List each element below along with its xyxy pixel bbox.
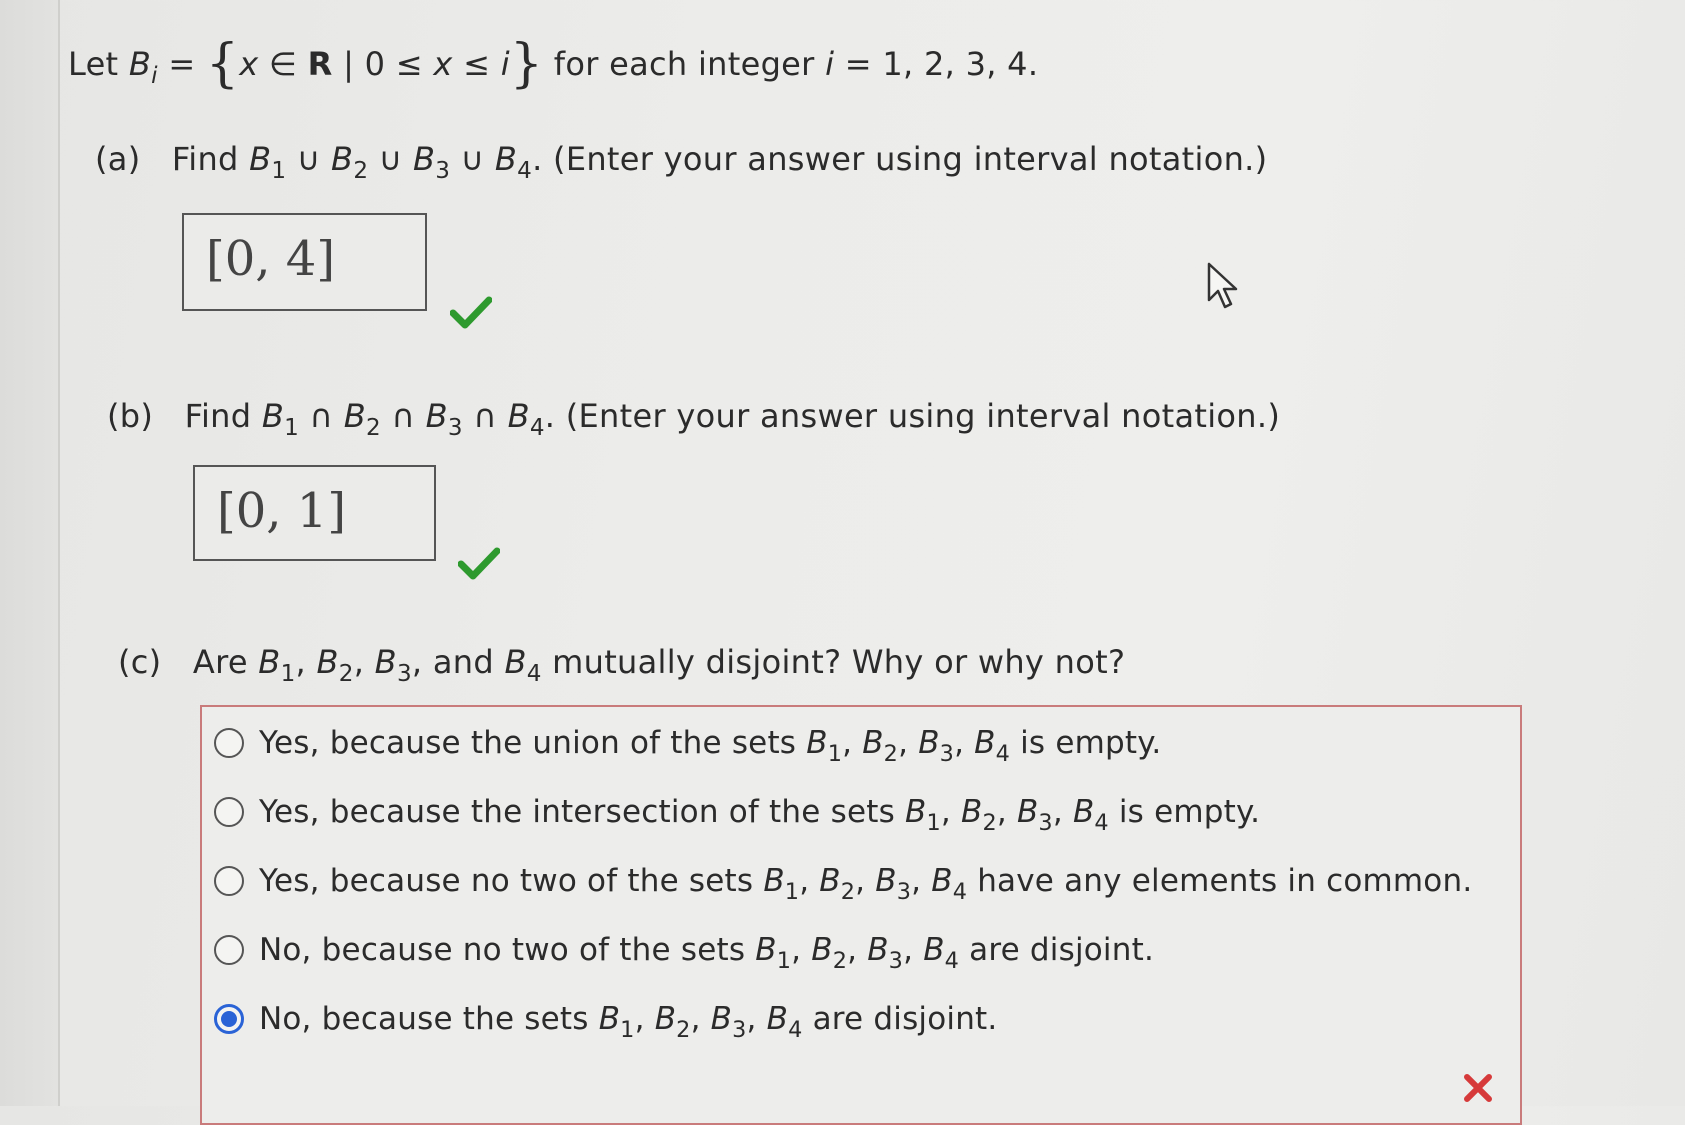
part-b-answer-field[interactable] <box>193 465 436 561</box>
radio-button[interactable] <box>214 935 244 965</box>
set-b: B <box>504 643 527 681</box>
sub-3: 3 <box>435 158 451 185</box>
set-b: B <box>412 140 436 178</box>
check-icon <box>458 547 500 581</box>
reals-symbol: R <box>307 45 333 83</box>
comma: , <box>690 1001 711 1037</box>
comma: , <box>295 643 317 681</box>
sub-2: 2 <box>353 158 369 185</box>
part-b-letter: (b) <box>107 397 154 435</box>
comma: , <box>842 725 863 761</box>
set-b: B <box>875 863 897 899</box>
statement-prefix: Let <box>68 45 129 83</box>
set-b: B <box>261 397 285 435</box>
set-b: B <box>960 794 983 830</box>
option-text: are disjoint. <box>959 932 1154 968</box>
option-text: is empty. <box>1010 725 1162 761</box>
intersection-op: ∩ <box>462 397 508 435</box>
set-b: B <box>374 643 397 681</box>
sub-1: 1 <box>284 415 300 442</box>
option-text: is empty. <box>1108 794 1261 830</box>
sub-2: 2 <box>366 415 381 442</box>
option-1[interactable] <box>214 723 1162 767</box>
sub-2: 2 <box>676 1016 691 1043</box>
sub-2: 2 <box>832 947 848 974</box>
option-2[interactable] <box>214 792 1261 836</box>
var-x-2: x <box>433 45 453 83</box>
comma: , <box>940 794 961 830</box>
set-b: B <box>918 725 940 761</box>
part-a-answer-field[interactable] <box>182 213 427 311</box>
condition-text: | 0 ≤ <box>332 45 434 83</box>
sub-4: 4 <box>1094 809 1109 836</box>
set-b: B <box>931 863 953 899</box>
option-text: Yes, because the union of the sets <box>259 725 807 761</box>
option-5[interactable] <box>214 999 998 1043</box>
page-left-margin <box>0 0 60 1106</box>
comma: , <box>855 863 876 899</box>
union-op: ∪ <box>286 140 332 178</box>
set-b: B <box>316 643 339 681</box>
radio-button-selected[interactable] <box>214 1004 244 1034</box>
comma: , <box>799 863 820 899</box>
sub-3: 3 <box>1038 809 1053 836</box>
sub-4: 4 <box>526 661 542 688</box>
part-a-answer-value: [0, 4] <box>206 231 336 287</box>
sub-4: 4 <box>788 1016 803 1043</box>
check-icon <box>450 296 492 330</box>
sub-3: 3 <box>447 415 463 442</box>
sub-2: 2 <box>982 809 997 836</box>
comma: , <box>634 1001 655 1037</box>
radio-button[interactable] <box>214 728 244 758</box>
var-i: i <box>500 45 510 83</box>
set-b: B <box>811 932 833 968</box>
set-b: B <box>654 1001 677 1037</box>
option-text: No, because no two of the sets <box>259 932 756 968</box>
find-label: Find <box>171 140 250 178</box>
option-label <box>259 863 1473 905</box>
set-b: B <box>862 725 884 761</box>
set-b: B <box>598 1001 621 1037</box>
radio-button[interactable] <box>214 866 244 896</box>
var-x: x <box>239 45 259 83</box>
radio-button[interactable] <box>214 797 244 827</box>
option-label <box>259 1001 998 1043</box>
comma: , <box>847 932 868 968</box>
set-b: B <box>258 643 281 681</box>
part-b-answer-value: [0, 1] <box>217 483 347 539</box>
set-b: B <box>710 1001 733 1037</box>
close-brace: } <box>509 34 544 94</box>
sub-4: 4 <box>995 740 1011 767</box>
set-b: B <box>1072 794 1095 830</box>
sub-1: 1 <box>620 1016 635 1043</box>
problem-statement <box>68 34 1038 94</box>
set-b: B <box>507 397 530 435</box>
intersection-op: ∩ <box>299 397 344 435</box>
set-b: B <box>974 725 996 761</box>
sub-1: 1 <box>271 158 287 185</box>
sub-3: 3 <box>896 878 912 905</box>
set-b: B <box>867 932 889 968</box>
statement-suffix-a: for each integer <box>543 45 826 83</box>
sub-1: 1 <box>926 809 941 836</box>
option-text: have any elements in common. <box>967 863 1473 899</box>
option-text: Yes, because no two of the sets <box>259 863 764 899</box>
question-post: mutually disjoint? Why or why not? <box>541 643 1126 681</box>
option-label <box>259 725 1162 767</box>
comma: , <box>353 643 375 681</box>
set-b: B <box>494 140 518 178</box>
comma: , <box>898 725 919 761</box>
sub-1: 1 <box>827 740 843 767</box>
sub-2: 2 <box>840 878 856 905</box>
set-b: B <box>904 794 927 830</box>
sub-1: 1 <box>280 661 296 688</box>
option-label <box>259 932 1154 974</box>
sub-1: 1 <box>784 878 800 905</box>
option-label <box>259 794 1261 836</box>
sub-4: 4 <box>952 878 968 905</box>
comma: , <box>746 1001 767 1037</box>
open-brace: { <box>205 34 240 94</box>
sub-2: 2 <box>883 740 899 767</box>
set-b: B <box>1016 794 1039 830</box>
part-b-instruction: . (Enter your answer using interval notation.) <box>544 397 1281 435</box>
option-text: are disjoint. <box>802 1001 998 1037</box>
sub-3: 3 <box>732 1016 747 1043</box>
set-b: B <box>755 932 777 968</box>
sub-4: 4 <box>517 158 533 185</box>
comma: , <box>911 863 932 899</box>
comma: , <box>954 725 975 761</box>
option-text: Yes, because the intersection of the sets <box>259 794 905 830</box>
set-b: B <box>819 863 841 899</box>
equals-sign: = <box>157 45 206 83</box>
sub-4: 4 <box>529 415 545 442</box>
set-b: B <box>763 863 785 899</box>
union-op: ∪ <box>450 140 495 178</box>
comma: , <box>1052 794 1073 830</box>
part-c-options <box>200 705 1522 1125</box>
sub-3: 3 <box>396 661 412 688</box>
set-b: B <box>806 725 828 761</box>
part-c-question <box>118 643 1126 688</box>
set-b: B <box>331 140 354 178</box>
set-b: B <box>923 932 945 968</box>
set-subscript: i <box>151 63 158 90</box>
var-i-2: i <box>825 45 835 83</box>
sub-3: 3 <box>939 740 955 767</box>
set-b: B <box>343 397 367 435</box>
comma: , <box>903 932 924 968</box>
set-b: B <box>766 1001 789 1037</box>
option-4[interactable] <box>214 930 1154 974</box>
part-b-question <box>107 397 1281 442</box>
option-text: No, because the sets <box>259 1001 599 1037</box>
set-b: B <box>249 140 272 178</box>
sub-4: 4 <box>944 947 960 974</box>
cross-icon <box>1462 1073 1494 1103</box>
intersection-op: ∩ <box>380 397 426 435</box>
and-word: , and <box>411 643 505 681</box>
sub-3: 3 <box>888 947 904 974</box>
question-pre: Are <box>192 643 259 681</box>
find-label: Find <box>184 397 262 435</box>
mouse-cursor-icon <box>1205 260 1245 312</box>
part-c-letter: (c) <box>118 643 162 681</box>
comma: , <box>791 932 812 968</box>
option-3[interactable] <box>214 861 1473 905</box>
part-a-letter: (a) <box>95 140 141 178</box>
sub-1: 1 <box>776 947 792 974</box>
part-a-question <box>95 140 1268 185</box>
set-b: B <box>425 397 448 435</box>
sub-2: 2 <box>338 661 354 688</box>
part-a-instruction: . (Enter your answer using interval notation.) <box>532 140 1268 178</box>
union-op: ∪ <box>368 140 413 178</box>
statement-suffix-b: = 1, 2, 3, 4. <box>834 45 1039 83</box>
comma: , <box>996 794 1017 830</box>
le-symbol: ≤ <box>452 45 501 83</box>
set-name: B <box>128 45 152 83</box>
member-symbol: ∈ <box>258 45 308 83</box>
